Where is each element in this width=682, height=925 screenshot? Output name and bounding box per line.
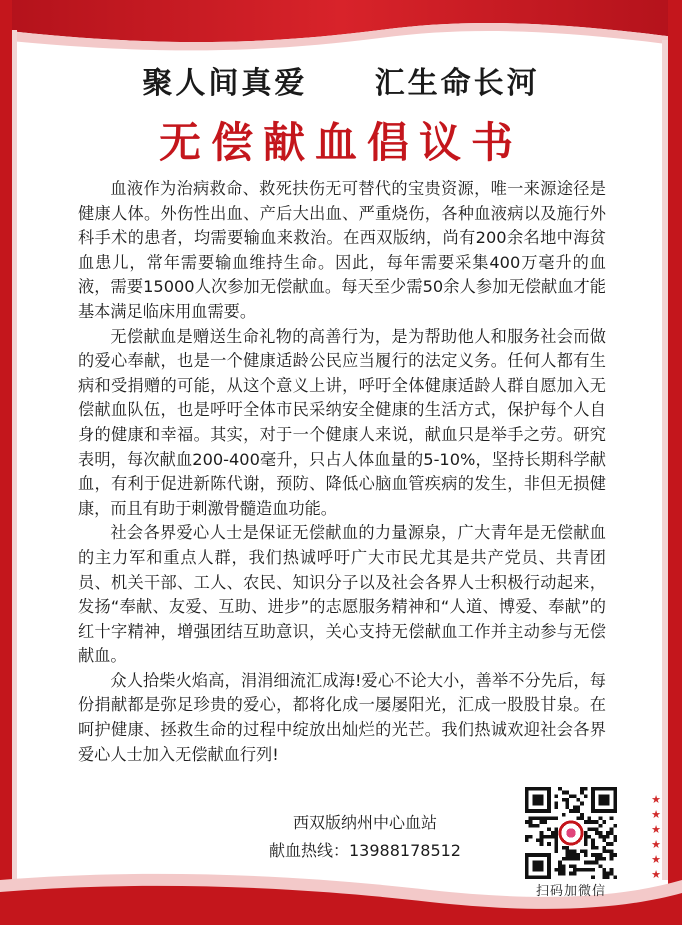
signature-hotline: 献血热线：13988178512	[269, 841, 461, 860]
slogan	[0, 58, 682, 102]
star-icon: ★	[651, 793, 661, 806]
paragraph-3: 社会各界爱心人士是保证无偿献血的力量源泉，广大青年是无偿献血的主力军和重点人群，我们热诚呼吁广大市民尤其是共产党员、共青团员、机关干部、工人、农民、知识分子以及社会各界人士积极行动起来，发扬“奉献、友爱、互助、进步”的志愿服务精神和“人道、博爱、奉献”的红十字精神，增强团结互助意识，关心支持无偿献血工作并主动参与无偿献血。	[78, 523, 606, 666]
proposal-body	[78, 177, 606, 767]
page-title: 无偿献血倡议书	[158, 118, 523, 167]
star-icon: ★	[651, 808, 661, 821]
qr-caption: 扫码加微信	[535, 884, 606, 899]
decorative-stars	[649, 792, 663, 882]
star-icon: ★	[651, 823, 661, 836]
paragraph-4: 众人拾柴火焰高，涓涓细流汇成海!爱心不论大小，善举不分先后，每份捐献都是弥足珍贵的爱心，都将化成一屡屡阳光，汇成一股股甘泉。在呵护健康、拯救生命的过程中绽放出灿烂的光芒。我们热诚欢迎社会各界爱心人士加入无偿献血行列!	[78, 670, 606, 764]
paragraph-1: 血液作为治病救命、救死扶伤无可替代的宝贵资源，唯一来源途径是健康人体。外伤性出血、产后大出血、严重烧伤，各种血液病以及施行外科手术的患者，均需要输血来救治。在西双版纳，尚有200余名地中海贫血患儿，常年需要输血维持生命。因此，每年需要采集400万毫升的血液，需要15000人次参加无偿献血。每天至少需50余人参加无偿献血才能基本满足临床用血需要。	[78, 179, 606, 321]
signature-org: 西双版纳州中心血站	[292, 813, 437, 832]
slogan-right: 汇生命长河	[374, 66, 540, 101]
paragraph-2: 无偿献血是赠送生命礼物的高善行为，是为帮助他人和服务社会而做的爱心奉献，也是一个健康适龄公民应当履行的法定义务。任何人都有生病和受捐赠的可能，从这个意义上讲，呼吁全体健康适龄人群自愿加入无偿献血队伍，也是呼吁全体市民采纳安全健康的生活方式，保护每个人自身的健康和幸福。其实，对于一个健康人来说，献血只是举手之劳。研究表明，每次献血200-400毫升，只占人体血量的5-10%，坚持长期科学献血，有利于促进新陈代谢，预防、降低心脑血管疾病的发生，非但无损健康，而且有助于刺激骨髓造血功能。	[78, 326, 606, 518]
wechat-qr-code[interactable]	[525, 787, 617, 879]
slogan-left: 聚人间真爱	[142, 66, 308, 101]
star-icon: ★	[651, 868, 661, 881]
star-icon: ★	[651, 853, 661, 866]
star-icon: ★	[651, 838, 661, 851]
